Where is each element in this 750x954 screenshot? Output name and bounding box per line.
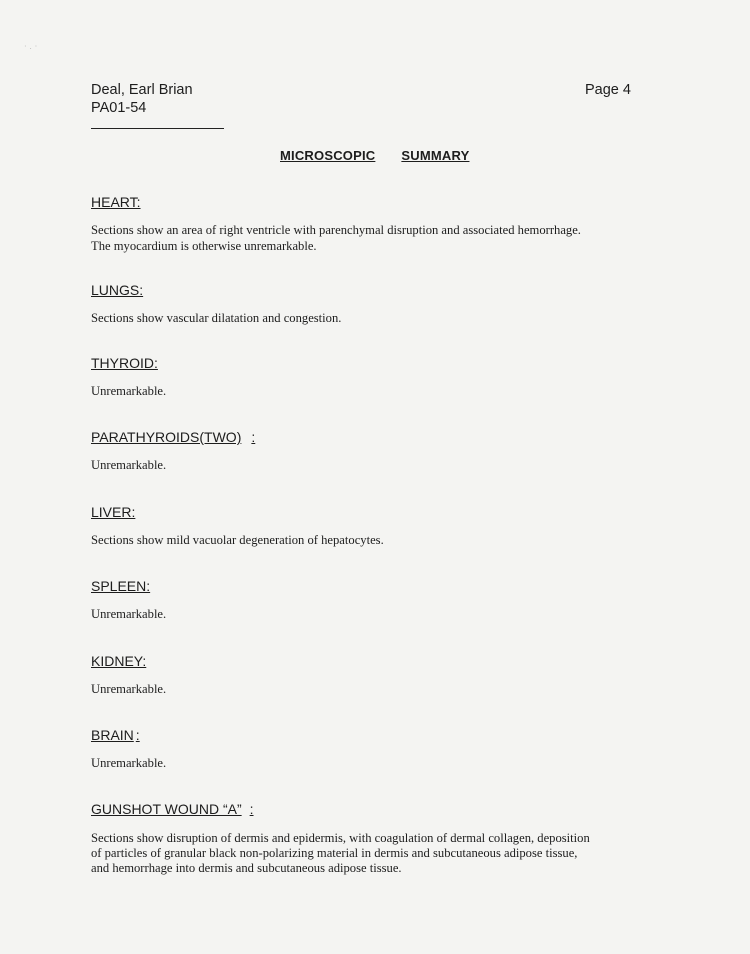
body-line: Sections show disruption of dermis and epidermis, with coagulation of dermal collagen, deposition: [91, 831, 590, 845]
body-line: Unremarkable.: [91, 607, 167, 621]
body-line: The myocardium is otherwise unremarkable.: [91, 238, 317, 253]
section-body: [91, 533, 681, 549]
header-rule: [91, 128, 224, 129]
section-heading: LIVER:: [91, 504, 136, 520]
section-heading: SPLEEN:: [91, 578, 151, 594]
title-word-1: MICROSCOPIC: [280, 148, 376, 163]
body-line: Sections show an area of right ventricle with parenchymal disruption and associated hemorrhage.: [91, 223, 581, 237]
section-body: [91, 756, 681, 772]
body-line: of particles of granular black non-polarizing material in dermis and subcutaneous adipose tissue,: [91, 846, 578, 860]
body-line: Unremarkable.: [91, 458, 167, 472]
body-line: Sections show mild vacuolar degeneration of hepatocytes.: [91, 533, 384, 547]
body-line: Sections show vascular dilatation and congestion.: [91, 311, 342, 325]
section-body: [91, 311, 681, 327]
patient-name: Deal, Earl Brian: [91, 82, 193, 98]
section-kidney: [91, 653, 681, 698]
section-body: [91, 831, 691, 876]
section-body: [91, 682, 681, 698]
title-word-2: SUMMARY: [401, 148, 470, 163]
section-gunshot-wound-a: [91, 801, 691, 876]
scan-smudge: ·.·: [24, 42, 41, 51]
section-heading: PARATHYROIDS(TWO) :: [91, 429, 256, 445]
body-line: and hemorrhage into dermis and subcutaneous adipose tissue.: [91, 861, 402, 875]
section-heart: [91, 194, 681, 254]
section-body: [91, 384, 681, 400]
section-body: [91, 607, 681, 623]
section-brain: [91, 727, 681, 772]
section-body: [91, 223, 681, 254]
page-number: Page 4: [585, 82, 631, 98]
section-heading: THYROID:: [91, 355, 158, 371]
section-parathyroids: [91, 429, 681, 474]
section-body: [91, 458, 681, 474]
body-line: Unremarkable.: [91, 756, 167, 770]
body-line: Unremarkable.: [91, 682, 167, 696]
section-heading: KIDNEY:: [91, 653, 147, 669]
section-liver: [91, 504, 681, 549]
section-heading: GUNSHOT WOUND “A” :: [91, 801, 254, 817]
case-number: PA01-54: [91, 100, 147, 116]
section-heading: HEART:: [91, 194, 141, 210]
section-heading: BRAIN :: [91, 727, 140, 743]
section-thyroid: [91, 355, 681, 400]
section-lungs: [91, 282, 681, 327]
page-title: [280, 148, 469, 163]
section-heading: LUNGS:: [91, 282, 144, 298]
body-line: Unremarkable.: [91, 384, 167, 398]
section-spleen: [91, 578, 681, 623]
